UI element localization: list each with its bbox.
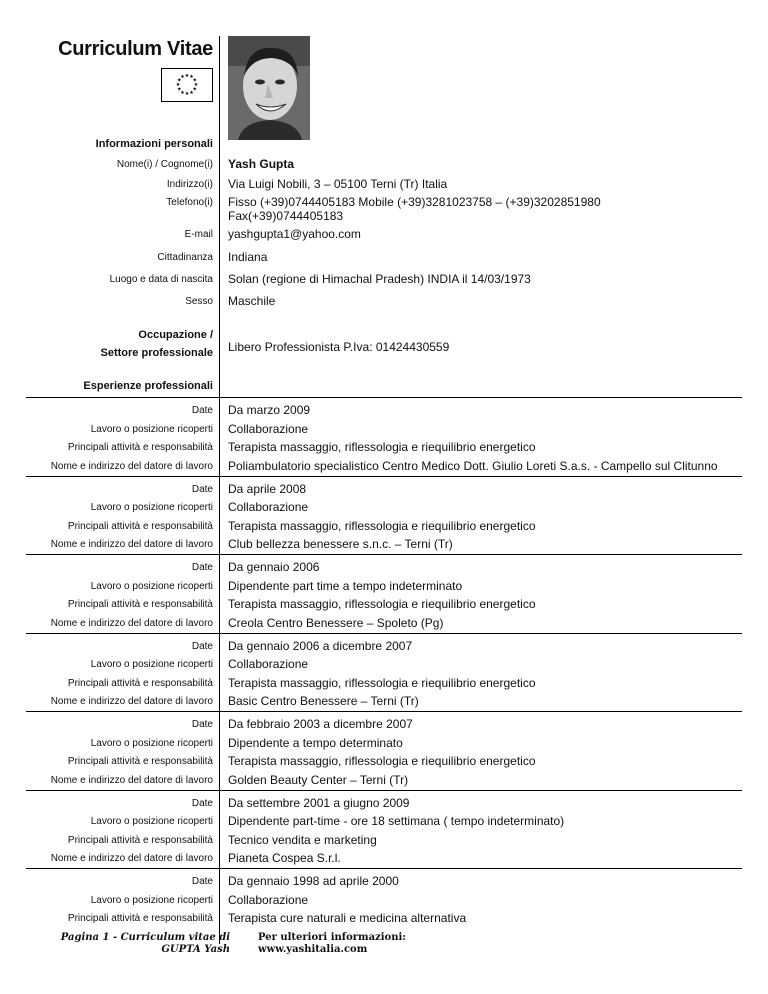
- experience-role-value: Collaborazione: [228, 500, 309, 514]
- experience-employer-label: Nome e indirizzo del datore di lavoro: [50, 696, 213, 707]
- footer-right: [258, 932, 406, 956]
- sex-value: Maschile: [228, 294, 276, 308]
- svg-text:★: ★: [180, 74, 185, 81]
- experience-role-value: Collaborazione: [228, 421, 309, 436]
- experience-activities-value: Terapista massaggio, riflessologia e riequilibrio energetico: [228, 754, 536, 768]
- svg-text:★: ★: [189, 74, 194, 81]
- svg-text:★: ★: [192, 77, 198, 84]
- experience-employer-value: Basic Centro Benessere – Terni (Tr): [228, 694, 419, 708]
- birth-value: Solan (regione di Himachal Pradesh) INDIA il 14/03/1973: [228, 272, 531, 286]
- cv-title: Curriculum Vitae: [58, 38, 213, 60]
- occupation-value: Libero Professionista P.Iva: 01424430559: [228, 340, 450, 354]
- experience-role-value: Dipendente a tempo determinato: [228, 735, 403, 750]
- footer-left-line1: Pagina 1 - Curriculum vitae di: [60, 932, 230, 943]
- experience-role-label: Lavoro o posizione ricoperti: [90, 894, 213, 906]
- experience-activities-label: Principali attività e responsabilità: [67, 756, 213, 767]
- entry-separator: [26, 397, 742, 398]
- birth-label: Luogo e data di nascita: [109, 274, 213, 285]
- experience-date-label: Date: [191, 405, 213, 416]
- portrait-photo-icon: [228, 36, 310, 140]
- section-title-experience: Esperienze professionali: [83, 380, 213, 392]
- experience-role-value: Dipendente part time a tempo indeterminato: [228, 578, 463, 593]
- experience-activities-label: Principali attività e responsabilità: [67, 913, 213, 924]
- experience-activities-label: Principali attività e responsabilità: [67, 599, 213, 610]
- experience-employer-value: Golden Beauty Center – Terni (Tr): [228, 772, 409, 787]
- address-value: Via Luigi Nobili, 3 – 05100 Terni (Tr) Italia: [228, 177, 448, 191]
- sex-label: Sesso: [185, 296, 213, 307]
- experience-role-label: Lavoro o posizione ricoperti: [90, 816, 213, 827]
- experience-role-value: Dipendente part-time - ore 18 settimana ( tempo indeterminato): [228, 814, 565, 828]
- experience-activities-label: Principali attività e responsabilità: [67, 520, 213, 532]
- entry-separator: [26, 633, 742, 634]
- experience-date-label: Date: [191, 640, 213, 652]
- experience-employer-value: Creola Centro Benessere – Spoleto (Pg): [228, 615, 444, 630]
- experience-role-label: Lavoro o posizione ricoperti: [90, 502, 213, 513]
- experience-employer-value: Club bellezza benessere s.n.c. – Terni (Tr): [228, 537, 453, 551]
- experience-activities-value: Terapista massaggio, riflessologia e riequilibrio energetico: [228, 597, 536, 611]
- entry-separator: [26, 554, 742, 555]
- entry-separator: [26, 476, 742, 477]
- footer-right-line1: Per ulteriori informazioni:: [258, 932, 406, 943]
- phone-value-line2: Fax(+39)0744405183: [228, 209, 344, 223]
- entry-separator: [26, 868, 742, 869]
- svg-text:★: ★: [176, 86, 182, 93]
- experience-role-value: Collaborazione: [228, 892, 309, 907]
- name-value: Yash Gupta: [228, 157, 295, 171]
- experience-date-label: Date: [191, 719, 213, 730]
- experience-date-value: Da marzo 2009: [228, 403, 311, 417]
- phone-value-line1: Fisso (+39)0744405183 Mobile (+39)3281023758 – (+39)3202851980: [228, 195, 601, 209]
- svg-text:★: ★: [180, 89, 185, 96]
- experience-activities-value: Terapista massaggio, riflessologia e riequilibrio energetico: [228, 518, 536, 533]
- experience-date-value: Da aprile 2008: [228, 481, 307, 496]
- footer-left-line2: GUPTA Yash: [161, 944, 230, 955]
- email-value[interactable]: yashgupta1@yahoo.com: [228, 227, 361, 241]
- name-label: Nome(i) / Cognome(i): [116, 159, 213, 170]
- section-title-personal: Informazioni personali: [95, 138, 213, 150]
- experience-date-value: Da gennaio 2006: [228, 560, 320, 574]
- experience-role-label: Lavoro o posizione ricoperti: [90, 659, 213, 670]
- entry-separator: [26, 790, 742, 791]
- experience-role-label: Lavoro o posizione ricoperti: [90, 737, 213, 749]
- experience-employer-value: Poliambulatorio specialistico Centro Medico Dott. Giulio Loreti S.a.s. - Campello sul Clitunno: [228, 458, 718, 473]
- footer-right-line2[interactable]: www.yashitalia.com: [258, 944, 368, 955]
- experience-activities-value: Terapista cure naturali e medicina alternativa: [228, 911, 467, 925]
- experience-employer-label: Nome e indirizzo del datore di lavoro: [50, 774, 213, 786]
- svg-text:★: ★: [184, 73, 190, 79]
- experience-employer-label: Nome e indirizzo del datore di lavoro: [50, 460, 213, 472]
- phone-label: Telefono(i): [166, 197, 213, 208]
- experience-role-label: Lavoro o posizione ricoperti: [90, 580, 213, 592]
- experience-date-value: Da gennaio 2006 a dicembre 2007: [228, 638, 413, 653]
- experience-employer-label: Nome e indirizzo del datore di lavoro: [50, 853, 213, 864]
- experience-role-label: Lavoro o posizione ricoperti: [90, 423, 213, 435]
- svg-text:★: ★: [175, 82, 181, 88]
- experience-activities-value: Tecnico vendita e marketing: [228, 832, 377, 847]
- experience-activities-label: Principali attività e responsabilità: [67, 677, 213, 689]
- svg-text:★: ★: [192, 86, 198, 93]
- occupation-label-line2: Settore professionale: [100, 347, 213, 359]
- svg-text:★: ★: [176, 77, 182, 84]
- experience-employer-label: Nome e indirizzo del datore di lavoro: [50, 539, 213, 550]
- experience-employer-value: Pianeta Cospea S.r.l.: [228, 851, 341, 865]
- experience-date-value: Da gennaio 1998 ad aprile 2000: [228, 874, 399, 888]
- experience-employer-label: Nome e indirizzo del datore di lavoro: [50, 617, 213, 629]
- experience-role-value: Collaborazione: [228, 657, 309, 671]
- occupation-label-line1: Occupazione /: [138, 329, 213, 341]
- experience-date-value: Da febbraio 2003 a dicembre 2007: [228, 717, 413, 731]
- citizenship-value: Indiana: [228, 250, 268, 264]
- eu-flag-icon: [161, 68, 213, 102]
- svg-text:★: ★: [193, 82, 199, 88]
- experience-activities-value: Terapista massaggio, riflessologia e riequilibrio energetico: [228, 440, 536, 454]
- column-divider: [219, 36, 220, 944]
- experience-date-label: Date: [191, 562, 213, 573]
- experience-activities-label: Principali attività e responsabilità: [67, 834, 213, 846]
- citizenship-label: Cittadinanza: [157, 252, 213, 263]
- experience-date-label: Date: [191, 876, 213, 887]
- svg-text:★: ★: [189, 89, 194, 96]
- experience-date-label: Date: [191, 797, 213, 809]
- entry-separator: [26, 711, 742, 712]
- experience-date-label: Date: [191, 483, 213, 495]
- experience-activities-value: Terapista massaggio, riflessologia e riequilibrio energetico: [228, 675, 536, 690]
- footer-left: [30, 932, 230, 956]
- svg-text:★: ★: [184, 91, 190, 97]
- experience-date-value: Da settembre 2001 a giugno 2009: [228, 795, 410, 810]
- address-label: Indirizzo(i): [166, 179, 213, 190]
- email-label: E-mail: [184, 229, 213, 240]
- experience-activities-label: Principali attività e responsabilità: [67, 442, 213, 453]
